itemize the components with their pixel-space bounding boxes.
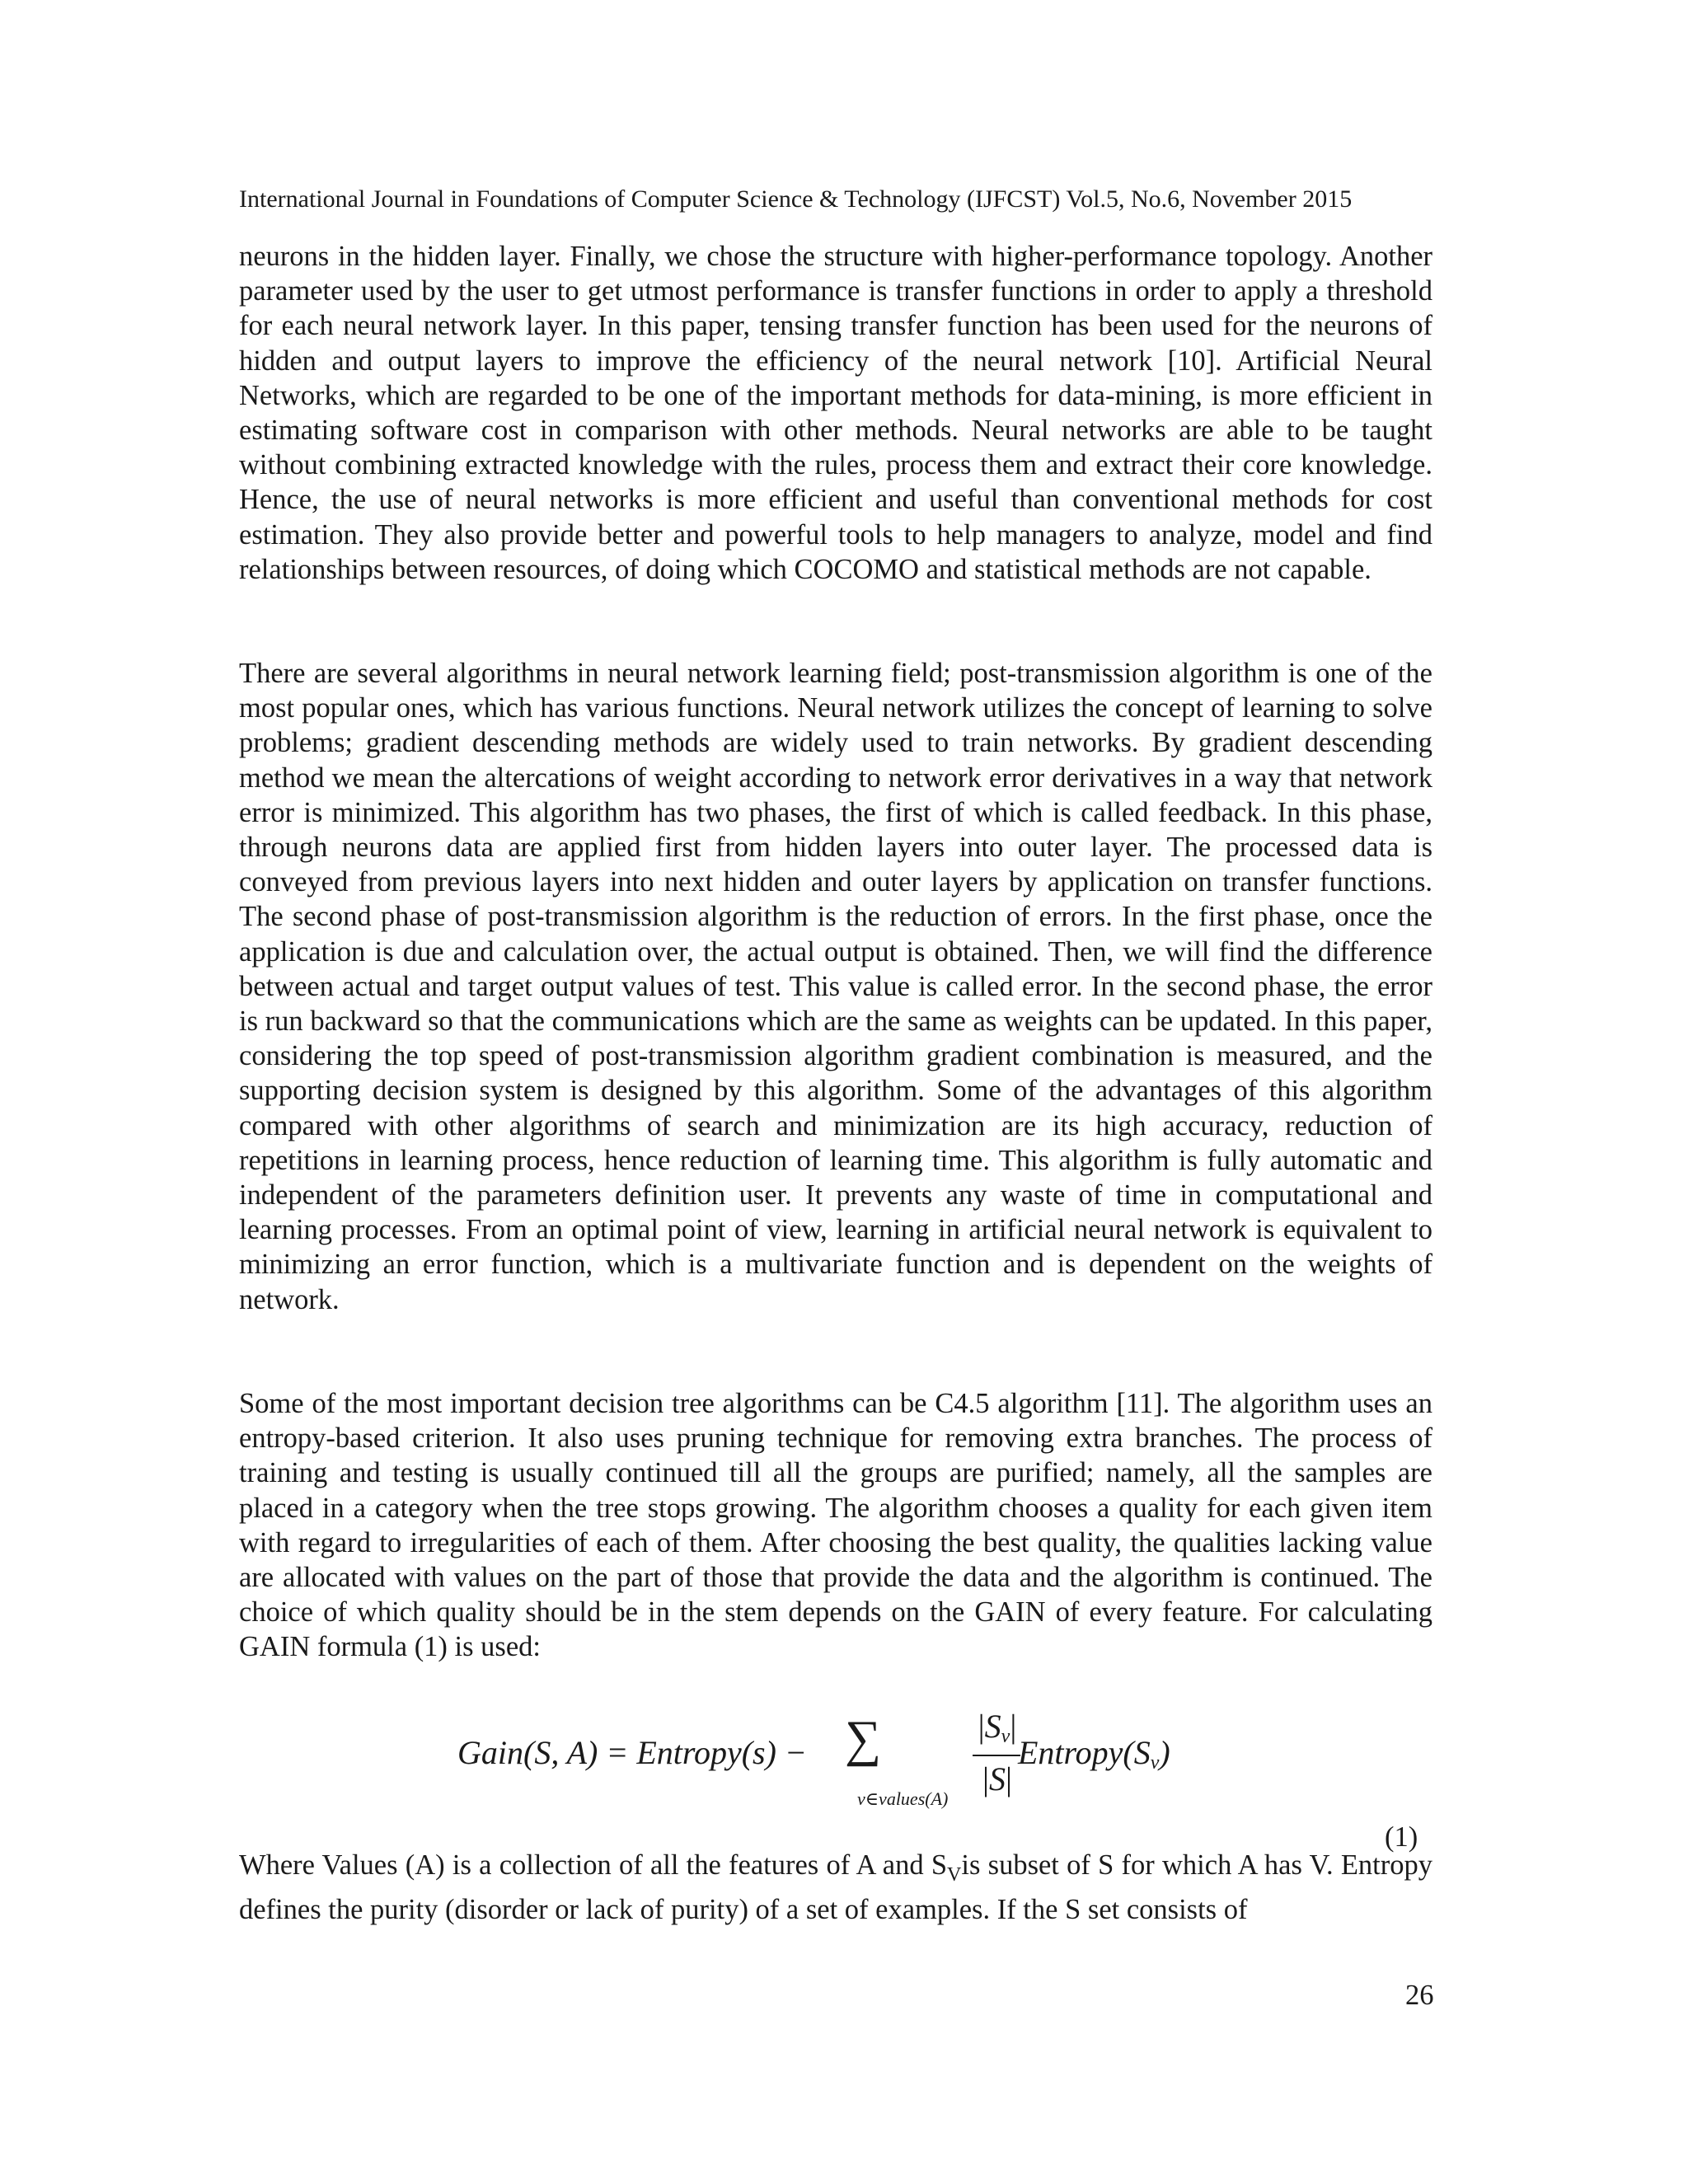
- paragraph-post-transmission-algorithm: There are several algorithms in neural network learning field; post-transmission algorithm is one of the most popular ones, which has various functions. Neural network utilizes the concept of learning to solve problems; gradient descending methods are widely used to train networks. By gradient descending method we mean the altercations of weight according to network error derivatives in a way that network error is minimized. This algorithm has two phases, the first of which is called feedback. In this phase, through neurons data are applied first from hidden layers into outer layer. The processed data is conveyed from previous layers into next hidden and outer layers by application on transfer functions. The second phase of post-transmission algorithm is the reduction of errors. In the first phase, once the application is due and calculation over, the actual output is obtained. Then, we will find the difference between actual and target output values of test. This value is called error. In the second phase, the error is run backward so that the communications which are the same as weights can be updated. In this paper, considering the top speed of post-transmission algorithm gradient combination is measured, and the supporting decision system is designed by this algorithm. Some of the advantages of this algorithm compared with other algorithms of search and minimization are its high accuracy, reduction of repetitions in learning process, hence reduction of learning time. This algorithm is fully automatic and independent of the parameters definition user. It prevents any waste of time in computational and learning processes. From an optimal point of view, learning in artificial neural network is equivalent to minimizing an error function, which is a multivariate function and is dependent on the weights of network.: [239, 658, 1432, 1315]
- numerator-subscript: v: [1001, 1726, 1010, 1747]
- rhs-entropy: Entropy(S: [1018, 1734, 1151, 1771]
- equation-number: (1): [1385, 1821, 1418, 1853]
- rhs-close: ): [1159, 1734, 1170, 1771]
- abs-bar-left: |: [982, 1760, 989, 1797]
- numerator-symbol: S: [984, 1708, 1001, 1745]
- paragraph-values-entropy: [239, 1848, 1432, 1927]
- paragraph-decision-tree: Some of the most important decision tree algorithms can be C4.5 algorithm [11]. The algorithm uses an entropy-based criterion. It also uses pruning technique for removing extra branches. The process of training and testing is usually continued till all the groups are purified; namely, all the samples are placed in a category when the tree stops growing. The algorithm chooses a quality for each given item with regard to irregularities of each of them. After choosing the best quality, the qualities lacking value are allocated with values on the part of those that provide the data and the algorithm is continued. The choice of which quality should be in the stem depends on the GAIN of every feature. For calculating GAIN formula (1) is used:: [239, 1388, 1432, 1663]
- page-number: 26: [1405, 1980, 1434, 2011]
- gain-equation: [457, 1710, 1282, 1817]
- fraction-bar: [973, 1755, 1020, 1756]
- p4-text-b: is subset of S for which A has V. Entropy defines the purity (disorder or lack of purity) of a set of examples. If the S set consists of: [239, 1849, 1432, 1926]
- equation-rhs: [1018, 1733, 1170, 1774]
- abs-bar-left: |: [978, 1708, 985, 1745]
- rhs-subscript: v: [1150, 1752, 1160, 1774]
- abs-bar-right: |: [1006, 1760, 1013, 1797]
- denominator-symbol: S: [989, 1760, 1006, 1797]
- equation-lhs: Gain(S, A) = Entropy(s) −: [457, 1734, 807, 1771]
- abs-bar-right: |: [1010, 1708, 1017, 1745]
- summation-range: v∈values(A): [857, 1788, 949, 1809]
- p4-subscript: V: [947, 1864, 962, 1886]
- running-header: International Journal in Foundations of Computer Science & Technology (IJFCST) Vol.5, No.6, November 2015: [239, 185, 1353, 213]
- summation-symbol: ∑: [845, 1711, 882, 1767]
- p4-text-a: Where Values (A) is a collection of all the features of A and S: [239, 1849, 948, 1881]
- paragraph-neural-networks: neurons in the hidden layer. Finally, we chose the structure with higher-performance topology. Another parameter used by the user to get utmost performance is transfer functions in order to apply a threshold for each neural network layer. In this paper, tensing transfer function has been used for the neurons of hidden and output layers to improve the efficiency of the neural network [10]. Artificial Neural Networks, which are regarded to be one of the important methods for data-mining, is more efficient in estimating software cost in comparison with other methods. Neural networks are able to be taught without combining extracted knowledge with the rules, process them and extract their core knowledge. Hence, the use of neural networks is more efficient and useful than conventional methods for cost estimation. They also provide better and powerful tools to help managers to analyze, model and find relationships between resources, of doing which COCOMO and statistical methods are not capable.: [239, 241, 1432, 585]
